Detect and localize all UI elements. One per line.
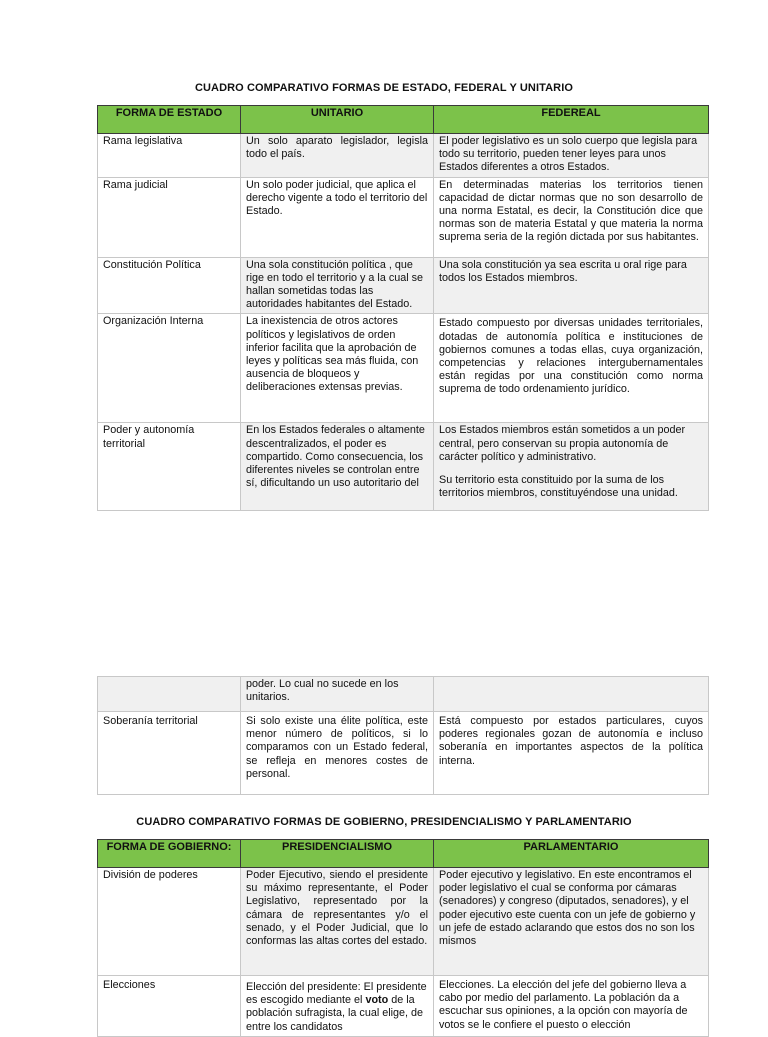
federal-cell (434, 423, 709, 511)
header-parlamentario: PARLAMENTARIO (434, 840, 709, 868)
header-presidencialismo: PRESIDENCIALISMO (241, 840, 434, 868)
federal-cell: En determinadas materias los territorios tienen capacidad de dictar normas que no son desarrollo de una norma Estatal, es decir, la Constitución dice que normas son de materia Estatal y que materia la norma suprema seria de la región dictada por sus habitantes. (434, 177, 709, 257)
unitario-cell (241, 423, 434, 511)
federal-cell: El poder legislativo es un solo cuerpo que legisla para todo su territorio, pueden tener leyes para unos Estados diferentes a otros Estados. (434, 134, 709, 178)
federal-paragraph-2: Su territorio esta constituido por la suma de los territorios miembros, constituyéndose una unidad. (439, 474, 678, 500)
table-row (98, 868, 709, 976)
unitario-cell: Si solo existe una élite política, este menor número de políticos, si lo comparamos con un Estado federal, se refleja en menores costes de personal. (241, 712, 434, 795)
unitario-cell: Un solo aparato legislador, legisla todo el país. (241, 134, 434, 178)
parlamentario-cell: Poder ejecutivo y legislativo. En este encontramos el poder legislativo el cual se conforma por cámaras (senadores) y congreso (diputados, senadores), y el poder ejecutivo este cuenta con un jefe de gobierno y un jefe de estado aclarando que estos dos no son los mismos (434, 868, 709, 976)
pres-text-a: Elección del presidente: El presidente es escogido mediante el (246, 981, 427, 1007)
unitario-cell: poder. Lo cual no sucede en los unitarios. (241, 677, 434, 712)
table-row (98, 257, 709, 314)
comparison-table-gobierno (97, 839, 709, 1037)
document-title-gobierno: CUADRO COMPARATIVO FORMAS DE GOBIERNO, PRESIDENCIALISMO Y PARLAMENTARIO (136, 816, 632, 828)
federal-cell (434, 677, 709, 712)
table-row (98, 177, 709, 257)
pres-text-c: de la población sufragista, la cual elige, de entre los candidatos (246, 994, 424, 1033)
header-forma-estado: FORMA DE ESTADO (98, 106, 241, 134)
header-forma-gobierno: FORMA DE GOBIERNO: (98, 840, 241, 868)
federal-cell: Estado compuesto por diversas unidades territoriales, dotadas de autonomía política e instituciones de gobiernos comunes a todas ellas, cuya organización, competencias y relaciones intergubernamentales están regidas por una constitución como norma suprema de todo ordenamiento jurídico. (434, 314, 709, 423)
row-label: Soberanía territorial (98, 712, 241, 795)
document-title-estado: CUADRO COMPARATIVO FORMAS DE ESTADO, FEDERAL Y UNITARIO (194, 82, 574, 94)
federal-cell: Está compuesto por estados particulares, cuyos poderes regionales gozan de autonomía e incluso soberanía en importantes aspectos de la política interna. (434, 712, 709, 795)
table-row (98, 314, 709, 423)
table-row (98, 677, 709, 712)
table-row (98, 712, 709, 795)
row-label: Poder y autonomía territorial (98, 423, 241, 511)
federal-cell: Una sola constitución ya sea escrita u oral rige para todos los Estados miembros. (434, 257, 709, 314)
row-label: Rama legislativa (98, 134, 241, 178)
presidencialismo-cell (241, 976, 434, 1037)
table-row (98, 976, 709, 1037)
row-label: Organización Interna (98, 314, 241, 423)
row-label: Constitución Política (98, 257, 241, 314)
federal-paragraph-1: Los Estados miembros están sometidos a un poder central, pero conservan su propia autonomía de carácter político y administrativo. (439, 424, 686, 463)
row-label: Rama judicial (98, 177, 241, 257)
comparison-table-estado (97, 105, 709, 511)
table-row (98, 134, 709, 178)
unitario-cell: Un solo poder judicial, que aplica el derecho vigente a todo el territorio del Estado. (241, 177, 434, 257)
table-row (98, 423, 709, 511)
header-federal: FEDEREAL (434, 106, 709, 134)
unitario-cell: Una sola constitución política , que rige en todo el territorio y a la cual se hallan sometidas todas las autoridades habitantes del Estado. (241, 257, 434, 314)
parlamentario-cell: Elecciones. La elección del jefe del gobierno lleva a cabo por medio del parlamento. La población da a escuchar sus opiniones, a la opción con mayoría de votos se le confiere el puesto o elección (434, 976, 709, 1037)
row-label: Elecciones (98, 976, 241, 1037)
header-unitario: UNITARIO (241, 106, 434, 134)
pres-text-voto: voto (365, 994, 389, 1007)
unitario-text: En los Estados federales o altamente descentralizados, el poder es compartido. Como consecuencia, los diferentes niveles se controlan entre sí, dificultando un uso autoritario del (246, 424, 425, 490)
row-label: División de poderes (98, 868, 241, 976)
presidencialismo-cell: Poder Ejecutivo, siendo el presidente su máximo representante, el Poder Legislativo, representado por la cámara de representantes y/o el senado, y el Poder Judicial, que lo conformas las altas cortes del estado. (241, 868, 434, 976)
row-label (98, 677, 241, 712)
comparison-table-estado-continued (97, 676, 709, 795)
unitario-cell: La inexistencia de otros actores políticos y legislativos de orden inferior facilita que la aprobación de leyes y políticas sea más fluida, con ausencia de bloqueos y deliberaciones extensas previas. (241, 314, 434, 423)
